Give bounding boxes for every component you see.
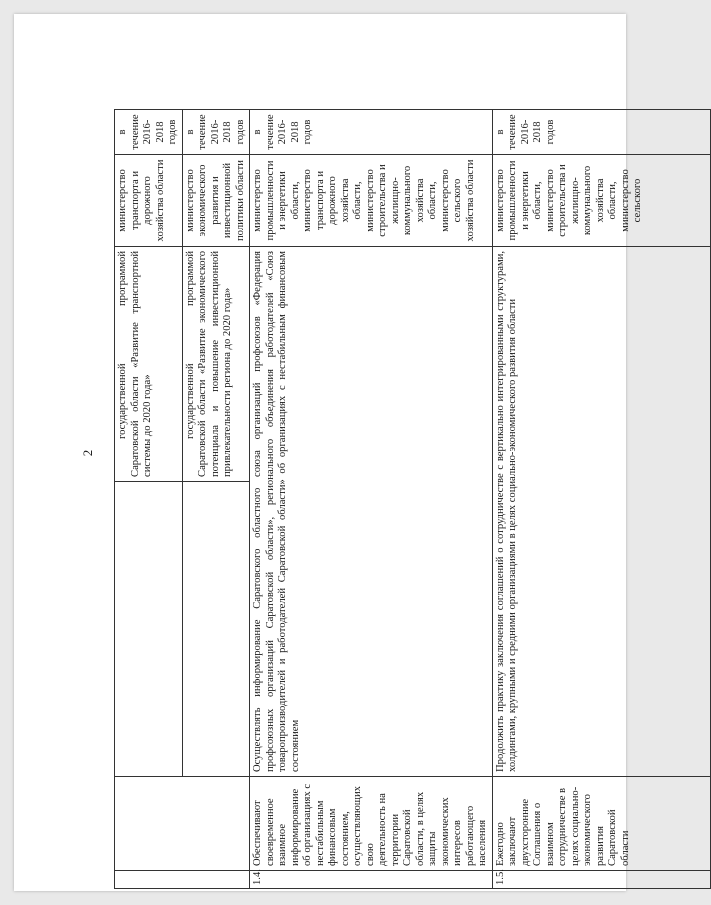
measure-term-cell: в течение 2016-2018 годов bbox=[115, 110, 183, 155]
measure-event-cell: государственной программой Саратовской области «Развитие экономического потенциала и повышение инвестиционной привлекательности региона до 2020 года» bbox=[182, 247, 250, 482]
measure-term-cell: в течение 2016-2018 годов bbox=[492, 110, 710, 155]
table-row-continuation-b bbox=[182, 110, 250, 889]
table-row bbox=[250, 110, 493, 889]
measure-executor-cell: министерство транспорта и дорожного хозяйства области bbox=[115, 155, 183, 247]
measure-executor-cell: министерство промышленности и энергетики области, министерство транспорта и дорожного хозяйства области, министерство строительства и жилищно-коммунального хозяйства области, министерство сельского хозяйства области bbox=[250, 155, 493, 247]
row-number-cell: 1.5. bbox=[492, 871, 710, 889]
spacer-cell bbox=[182, 482, 250, 777]
row-number-cell bbox=[115, 871, 250, 889]
measure-event-cell: государственной программой Саратовской области «Развитие транспортной системы до 2020 года» bbox=[115, 247, 183, 482]
row-goal-cell: Обеспечивают своевременное взаимное информирование об организациях с нестабильным финансовым состоянием, осуществляющих свою деятельность на территории Саратовской области, в целях защиты экономических интересов работающего населения bbox=[250, 777, 493, 871]
measure-event-cell: Продолжить практику заключения соглашений о сотрудничестве с вертикально интегрированными структурами, холдингами, крупными и средними организациями в целях социально-экономического развития области bbox=[492, 247, 710, 777]
page-number: 2 bbox=[80, 449, 95, 457]
row-goal-cell: Ежегодно заключают двухсторонние Соглашения о взаимном сотрудничестве в целях социально-экономического развития Саратовской области bbox=[492, 777, 710, 871]
document-page bbox=[14, 14, 643, 891]
measure-term-cell: в течение 2016-2018 годов bbox=[250, 110, 493, 155]
row-number-cell: 1.4. bbox=[250, 871, 493, 889]
measure-executor-cell: министерство промышленности и энергетики области, министерство строительства и жилищно-коммунального хозяйства области, министерство сельского bbox=[492, 155, 710, 247]
table-row bbox=[492, 110, 710, 889]
measure-term-cell: в течение 2016-2018 годов bbox=[182, 110, 250, 155]
agreement-table bbox=[114, 109, 711, 889]
table-row-continuation-a bbox=[115, 110, 183, 889]
rotated-page-content bbox=[14, 14, 643, 891]
measure-event-cell: Осуществлять информирование Саратовского областного союза организаций профсоюзов «Федерация профсоюзных организаций Саратовской области», регионального объединения работодателей «Союз товаропроизводителей и работодателей Саратовской области» об организациях с нестабильным финансовым состоянием bbox=[250, 247, 493, 777]
row-goal-cell bbox=[115, 777, 250, 871]
spacer-cell bbox=[115, 482, 183, 777]
measure-executor-cell: министерство экономического развития и инвестиционной политики области bbox=[182, 155, 250, 247]
